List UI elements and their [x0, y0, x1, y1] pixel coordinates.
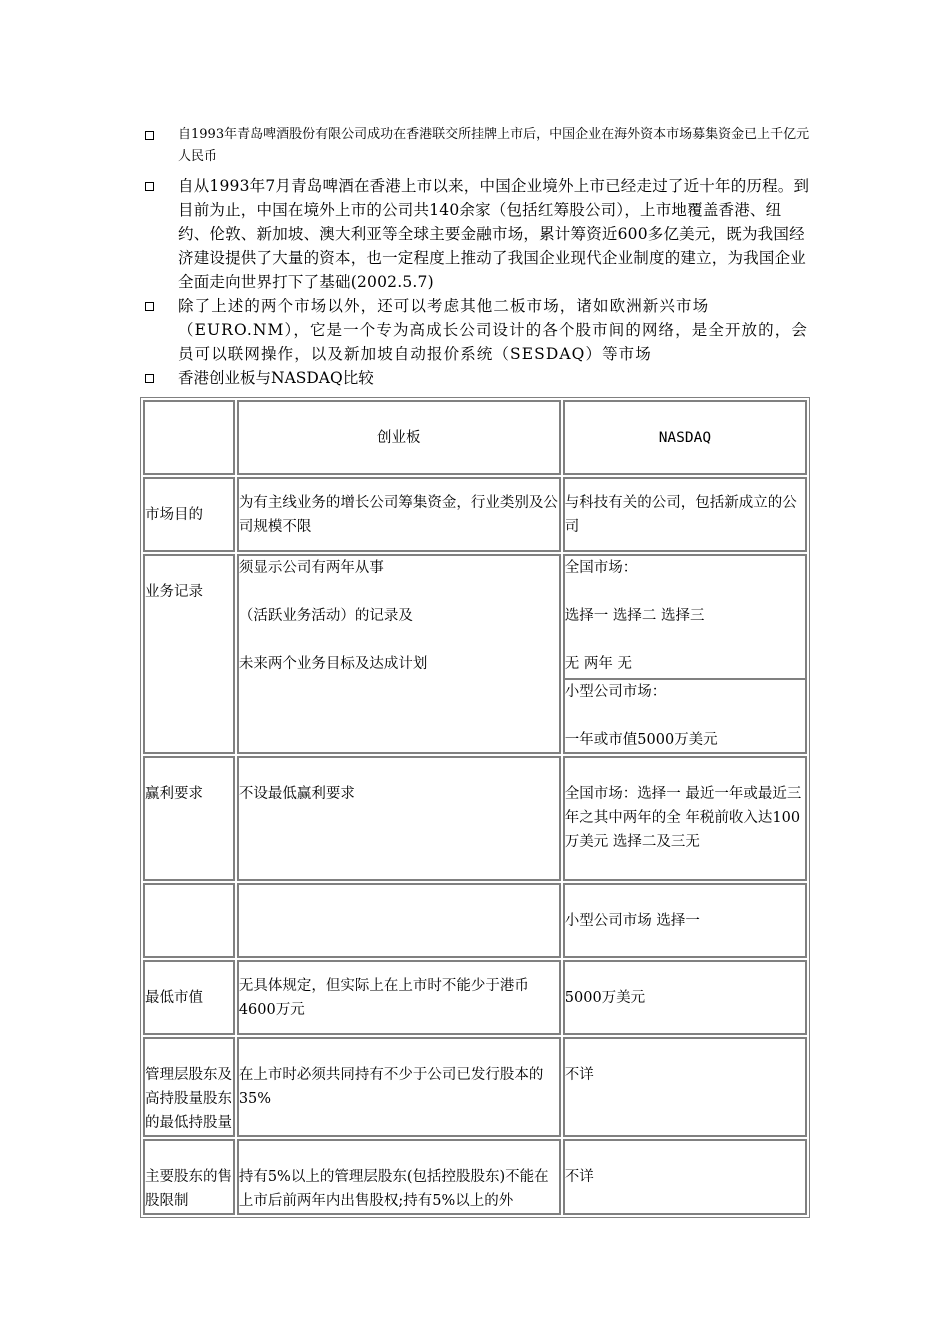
bullet-text: 自1993年青岛啤酒股份有限公司成功在香港联交所挂牌上市后，中国企业在海外资本市场募集资金已上千亿元人民币	[178, 127, 810, 164]
nasdaq-cell	[563, 756, 807, 881]
gem-cell: 为有主线业务的增长公司筹集资金，行业类别及公司规模不限	[237, 477, 561, 552]
nasdaq-text: 不详	[564, 1067, 594, 1083]
row-label: 最低市值	[143, 960, 235, 1035]
nasdaq-line: 全国市场：	[564, 560, 638, 576]
row-label	[143, 1139, 235, 1215]
square-bullet-icon	[145, 374, 154, 383]
gem-cell	[237, 554, 561, 754]
row-label	[143, 1037, 235, 1137]
nasdaq-line: 选择一 选择二 选择三	[564, 608, 705, 624]
bullet-item-3	[145, 294, 810, 366]
row-label-text: 赢利要求	[145, 786, 203, 802]
gem-text: 在上市时必须共同持有不少于公司已发行股本的35%	[238, 1067, 544, 1107]
gem-text: 持有5%以上的管理层股东(包括控股股东)不能在上市后前两年内出售股权;持有5%以上的外	[238, 1169, 549, 1209]
gem-cell	[237, 1139, 561, 1215]
table-row-purpose	[143, 477, 807, 552]
nasdaq-cell: 小型公司市场 选择一	[563, 883, 807, 958]
row-label-text: 管理层股东及高持股量股东的最低持股量	[145, 1067, 232, 1131]
row-label: 市场目的	[143, 477, 235, 552]
nasdaq-text: 全国市场：选择一 最近一年或最近三年之其中两年的全 年税前收入达100万美元 选择二及三无	[564, 786, 802, 850]
header-nasdaq: NASDAQ	[563, 400, 807, 475]
table-row-sale-limit	[143, 1139, 807, 1215]
bullet-item-4	[145, 366, 810, 390]
nasdaq-small-block	[565, 678, 805, 752]
row-label	[143, 554, 235, 754]
nasdaq-text: 不详	[564, 1169, 594, 1185]
nasdaq-line: 一年或市值5000万美元	[564, 732, 718, 748]
gem-text: 不设最低赢利要求	[238, 786, 355, 802]
row-label-text: 主要股东的售股限制	[145, 1169, 232, 1209]
table-row-holding	[143, 1037, 807, 1137]
row-label-text: 业务记录	[145, 584, 203, 600]
row-label	[143, 756, 235, 881]
bullet-text: 除了上述的两个市场以外，还可以考虑其他二板市场，诸如欧洲新兴市场（EURO.NM），它是一个专为高成长公司设计的各个股市间的网络，是全开放的，会员可以联网操作，以及新加坡自动报价系统（SESDAQ）等市场	[178, 297, 808, 363]
square-bullet-icon	[145, 302, 154, 311]
nasdaq-line: 小型公司市场：	[564, 684, 667, 700]
nasdaq-national-block	[565, 556, 805, 676]
square-bullet-icon	[145, 131, 154, 140]
gem-line: 未来两个业务目标及达成计划	[238, 656, 428, 672]
table-header-row	[143, 400, 807, 475]
nasdaq-cell	[563, 1037, 807, 1137]
bullet-item-2	[145, 174, 810, 294]
table-row-record	[143, 554, 807, 754]
bullet-list	[145, 124, 810, 390]
table-row-market-cap	[143, 960, 807, 1035]
gem-cell	[237, 1037, 561, 1137]
row-label	[143, 883, 235, 958]
gem-line: 须显示公司有两年从事	[238, 560, 384, 576]
nasdaq-cell	[563, 1139, 807, 1215]
bullet-text: 自从1993年7月青岛啤酒在香港上市以来，中国企业境外上市已经走过了近十年的历程。到目前为止，中国在境外上市的公司共140余家（包括红筹股公司），上市地覆盖香港、纽约、伦敦、新加坡、澳大利亚等全球主要金融市场，累计筹资近600多亿美元，既为我国经济建设提供了大量的资本，也一定程度上推动了我国企业现代企业制度的建立，为我国企业全面走向世界打下了基础(2002.5.7)	[178, 177, 810, 291]
nasdaq-cell: 与科技有关的公司，包括新成立的公司	[563, 477, 807, 552]
nasdaq-cell: 5000万美元	[563, 960, 807, 1035]
nasdaq-line: 无 两年 无	[564, 656, 632, 672]
bullet-item-1	[145, 124, 810, 168]
header-gem: 创业板	[237, 400, 561, 475]
comparison-table	[140, 397, 810, 1218]
gem-cell	[237, 756, 561, 881]
table-row-profit	[143, 756, 807, 881]
square-bullet-icon	[145, 182, 154, 191]
gem-cell	[237, 883, 561, 958]
bullet-text: 香港创业板与NASDAQ比较	[178, 369, 374, 387]
gem-line: （活跃业务活动）的记录及	[238, 608, 413, 624]
header-blank-cell	[143, 400, 235, 475]
gem-cell: 无具体规定，但实际上在上市时不能少于港币4600万元	[237, 960, 561, 1035]
nasdaq-cell	[563, 554, 807, 754]
table-row-profit-small	[143, 883, 807, 958]
